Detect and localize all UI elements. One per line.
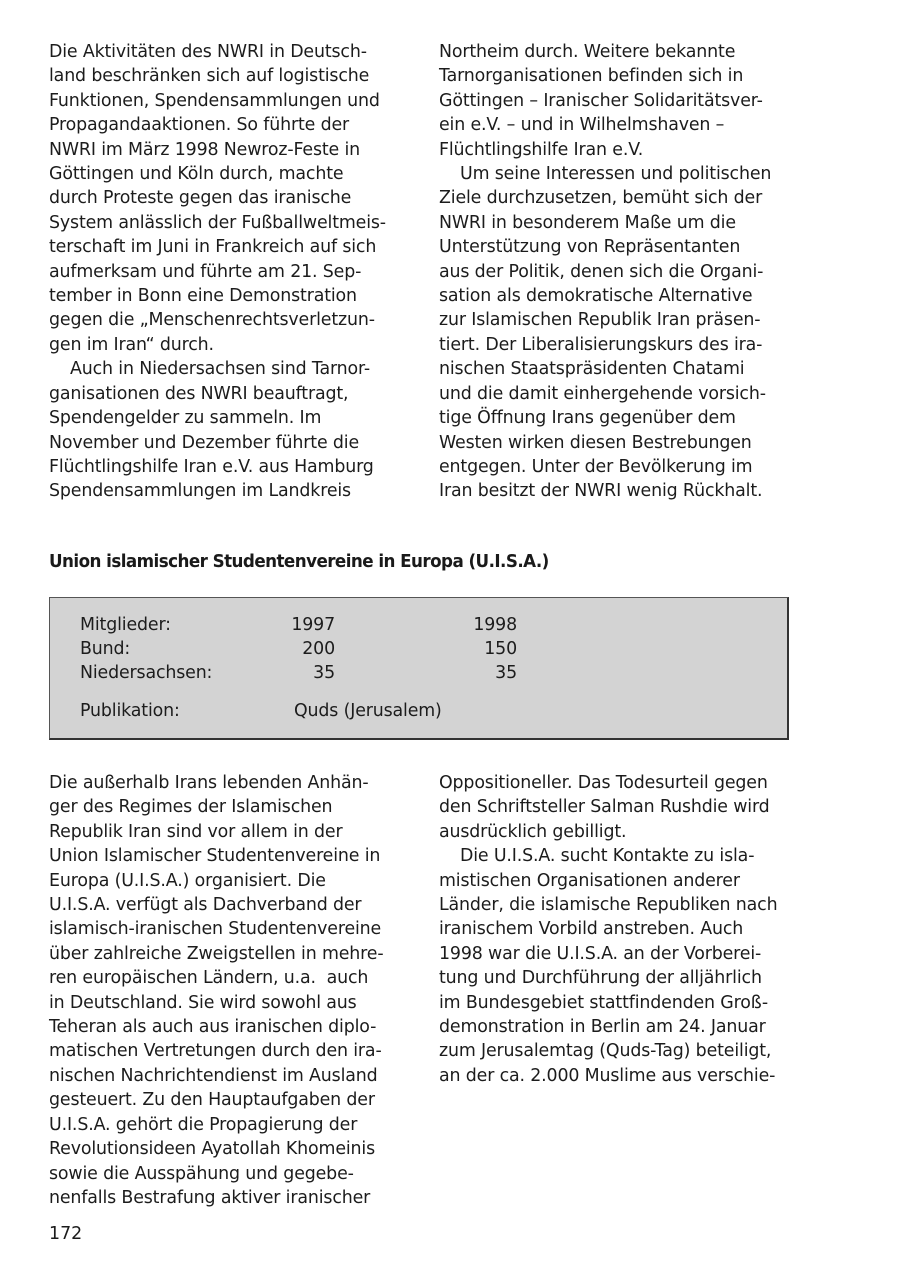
text-line: Ziele durchzusetzen, bemüht sich der <box>439 188 763 209</box>
text-line: matischen Vertretungen durch den ira- <box>49 1041 382 1062</box>
text-line: nischen Nachrichtendienst im Ausland <box>49 1065 378 1086</box>
text-line: tige Öffnung Irans gegenüber dem <box>439 408 736 429</box>
text-line: Propagandaaktionen. So führte der <box>49 115 350 136</box>
text-line: Göttingen – Iranischer Solidaritätsver- <box>439 90 763 111</box>
text-line: U.I.S.A. verfügt als Dachverband der <box>49 895 362 916</box>
text-line: tember in Bonn eine Demonstration <box>49 286 357 307</box>
row-label: Bund: <box>80 639 131 659</box>
paragraph <box>439 162 804 504</box>
paragraph <box>439 40 804 162</box>
text-line: ger des Regimes der Islamischen <box>49 797 333 818</box>
text-line: Northeim durch. Weitere bekannte <box>439 42 736 62</box>
top-right-column <box>439 40 804 504</box>
text-line: ein e.V. – und in Wilhelmshaven – <box>439 115 725 136</box>
text-line: sation als demokratische Alternative <box>439 286 753 307</box>
text-line: im Bundesgebiet stattfindenden Groß- <box>439 992 768 1013</box>
text-line: Flüchtlingshilfe Iran e.V. <box>439 139 644 160</box>
text-line: U.I.S.A. gehört die Propagierung der <box>49 1114 358 1135</box>
paragraph <box>49 771 414 1210</box>
text-line: Auch in Niedersachsen sind Tarnor- <box>70 359 371 380</box>
row-label: Niedersachsen: <box>80 663 213 683</box>
text-line: gesteuert. Zu den Hauptaufgaben der <box>49 1090 375 1111</box>
text-line: gegen die „Menschenrechtsverletzun- <box>49 310 375 331</box>
text-line: entgegen. Unter der Bevölkerung im <box>439 456 753 477</box>
text-line: und die damit einhergehende vorsich- <box>439 383 766 404</box>
text-line: Oppositioneller. Das Todesurteil gegen <box>439 773 768 793</box>
text-line: tung und Durchführung der alljährlich <box>439 968 762 989</box>
text-line: Göttingen und Köln durch, machte <box>49 164 344 185</box>
text-line: Republik Iran sind vor allem in der <box>49 821 343 842</box>
text-line: land beschränken sich auf logistische <box>49 66 370 87</box>
value-1998: 150 <box>484 639 517 659</box>
text-line: über zahlreiche Zweigstellen in mehre- <box>49 943 384 964</box>
text-line: nischen Staatspräsidenten Chatami <box>439 359 745 380</box>
text-line: NWRI in besonderem Maße um die <box>439 212 736 233</box>
paragraph <box>439 771 804 844</box>
text-line: Um seine Interessen und politischen <box>460 164 772 185</box>
text-line: zum Jerusalemtag (Quds-Tag) beteiligt, <box>439 1041 772 1062</box>
text-line: mistischen Organisationen anderer <box>439 870 740 891</box>
value-1998: 35 <box>495 663 517 683</box>
bottom-right-column <box>439 771 804 1088</box>
text-line: tiert. Der Liberalisierungskurs des ira- <box>439 334 763 355</box>
text-line: Länder, die islamische Republiken nach <box>439 895 778 916</box>
text-line: ausdrücklich gebilligt. <box>439 821 627 842</box>
top-left-column <box>49 40 414 504</box>
page-number: 172 <box>49 1224 83 1244</box>
text-line: terschaft im Juni in Frankreich auf sich <box>49 237 377 258</box>
year-1998-header: 1998 <box>473 615 517 635</box>
bottom-left-column <box>49 771 414 1210</box>
text-line: aufmerksam und führte am 21. Sep- <box>49 261 362 282</box>
year-1997-header: 1997 <box>291 615 335 635</box>
text-line: durch Proteste gegen das iranische <box>49 188 352 209</box>
text-line: demonstration in Berlin am 24. Januar <box>439 1017 766 1038</box>
value-1997: 200 <box>302 639 335 659</box>
text-line: 1998 war die U.I.S.A. an der Vorberei- <box>439 943 762 964</box>
text-line: islamisch-iranischen Studentenvereine <box>49 919 382 940</box>
text-line: zur Islamischen Republik Iran präsen- <box>439 310 761 331</box>
text-line: Die U.I.S.A. sucht Kontakte zu isla- <box>460 846 755 867</box>
section-heading: Union islamischer Studentenvereine in Europa (U.I.S.A.) <box>49 551 549 572</box>
paragraph <box>49 40 414 357</box>
text-line: Iran besitzt der NWRI wenig Rückhalt. <box>439 481 763 502</box>
text-line: Spendensammlungen im Landkreis <box>49 481 351 502</box>
text-line: Europa (U.I.S.A.) organisiert. Die <box>49 870 326 891</box>
text-line: in Deutschland. Sie wird sowohl aus <box>49 992 357 1013</box>
paragraph <box>439 844 804 1088</box>
text-line: Revolutionsideen Ayatollah Khomeinis <box>49 1139 376 1160</box>
text-line: November und Dezember führte die <box>49 432 360 453</box>
text-line: Tarnorganisationen befinden sich in <box>439 66 744 87</box>
text-line: Westen wirken diesen Bestrebungen <box>439 432 752 453</box>
text-line: nenfalls Bestrafung aktiver iranischer <box>49 1187 371 1208</box>
text-line: ganisationen des NWRI beauftragt, <box>49 383 349 404</box>
paragraph <box>49 357 414 503</box>
text-line: Union Islamischer Studentenvereine in <box>49 846 381 867</box>
members-label: Mitglieder: <box>80 615 171 635</box>
text-line: den Schriftsteller Salman Rushdie wird <box>439 797 770 818</box>
text-line: ren europäischen Ländern, u.a. auch <box>49 968 369 989</box>
text-line: Funktionen, Spendensammlungen und <box>49 90 380 111</box>
text-line: an der ca. 2.000 Muslime aus verschie- <box>439 1065 776 1086</box>
text-line: gen im Iran“ durch. <box>49 334 214 355</box>
text-line: Teheran als auch aus iranischen diplo- <box>49 1017 377 1038</box>
text-line: Die außerhalb Irans lebenden Anhän- <box>49 773 369 793</box>
publication-label: Publikation: <box>80 701 180 721</box>
text-line: Unterstützung von Repräsentanten <box>439 237 741 258</box>
text-line: aus der Politik, denen sich die Organi- <box>439 261 764 282</box>
text-line: Spendengelder zu sammeln. Im <box>49 408 322 429</box>
text-line: iranischem Vorbild anstreben. Auch <box>439 919 744 940</box>
text-line: Die Aktivitäten des NWRI in Deutsch- <box>49 42 367 62</box>
value-1997: 35 <box>313 663 335 683</box>
text-line: Flüchtlingshilfe Iran e.V. aus Hamburg <box>49 456 374 477</box>
text-line: NWRI im März 1998 Newroz-Feste in <box>49 139 361 160</box>
text-line: sowie die Ausspähung und gegebe- <box>49 1163 354 1184</box>
membership-info-box <box>49 597 789 740</box>
text-line: System anlässlich der Fußballweltmeis- <box>49 212 386 233</box>
publication-value: Quds (Jerusalem) <box>294 701 442 721</box>
